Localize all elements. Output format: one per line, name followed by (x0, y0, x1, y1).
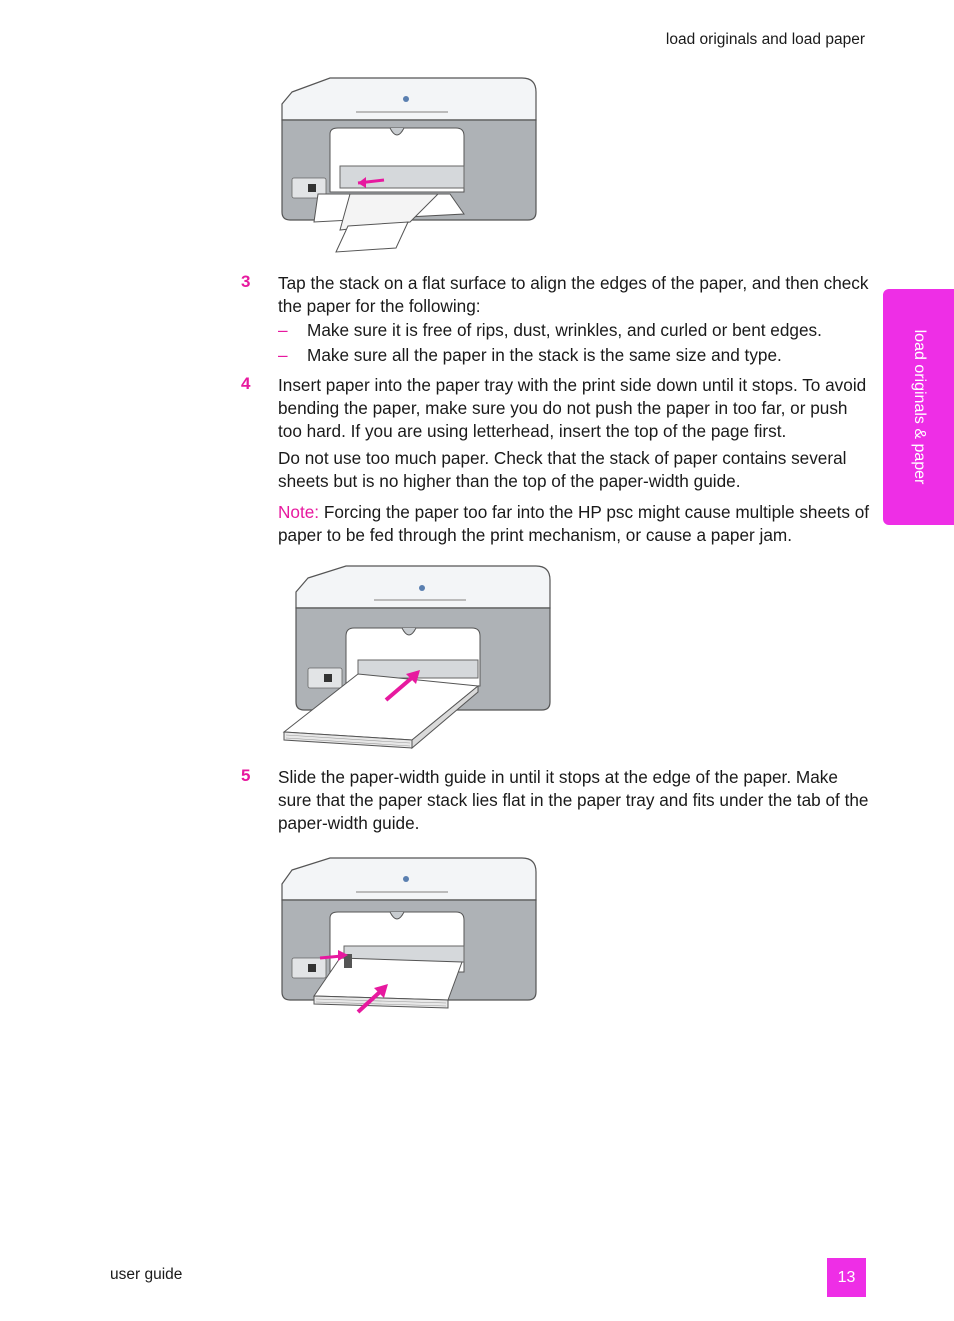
printer-illustration-guide-out (278, 74, 540, 260)
list-item (278, 319, 871, 342)
page-number: 13 (827, 1258, 866, 1297)
step-text-continued: Do not use too much paper. Check that the stack of paper contains several sheets but is no higher than the top of the paper-width guide. (278, 448, 847, 491)
printer-illustration-insert-paper (278, 562, 556, 752)
note-label: Note: (278, 502, 320, 522)
bullet-dash: – (278, 320, 288, 340)
step-text: Insert paper into the paper tray with the print side down until it stops. To avoid bending the paper, make sure you do not push the paper in too far, or push too hard. If you are using letterhead, insert the top of the page first. (278, 375, 867, 441)
step-text: Tap the stack on a flat surface to align the edges of the paper, and then check the paper for the following: (278, 273, 869, 316)
step-number: 3 (241, 272, 251, 291)
running-header: load originals and load paper (665, 31, 865, 48)
side-chapter-tab[interactable] (883, 289, 954, 525)
step-text: Slide the paper-width guide in until it stops at the edge of the paper. Make sure that the paper stack lies flat in the paper tray and fits under the tab of the paper-width guide. (278, 767, 869, 833)
printer-illustration-guide-in (278, 854, 540, 1016)
note (278, 501, 871, 547)
bullet-text: Make sure all the paper in the stack is the same size and type. (307, 345, 782, 365)
side-tab-label: load originals & paper (910, 329, 928, 485)
step-number: 4 (241, 374, 251, 393)
step-3 (241, 272, 871, 367)
bullet-text: Make sure it is free of rips, dust, wrinkles, and curled or bent edges. (307, 320, 822, 340)
step-number: 5 (241, 766, 251, 785)
step-5 (241, 766, 871, 835)
note-text: Forcing the paper too far into the HP psc might cause multiple sheets of paper to be fed through the print mechanism, or cause a paper jam. (278, 502, 870, 545)
bullet-dash: – (278, 345, 288, 365)
footer-guide-title: user guide (110, 1266, 183, 1283)
list-item (278, 344, 871, 367)
step-4 (241, 374, 871, 547)
